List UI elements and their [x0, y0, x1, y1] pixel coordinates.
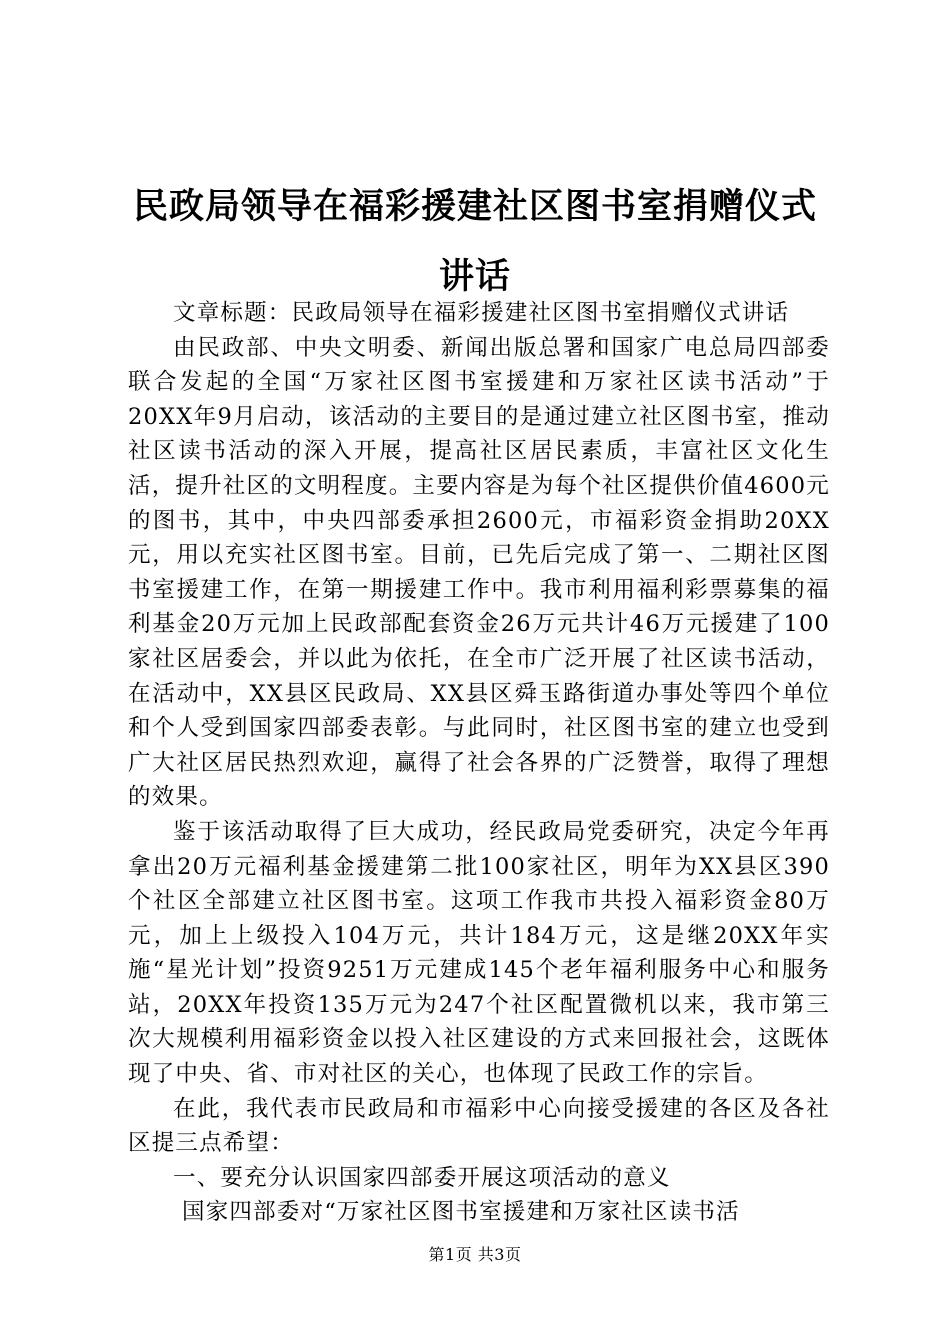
page-number-footer: 第1页 共3页	[428, 1245, 522, 1264]
paragraph-second-batch: 鉴于该活动取得了巨大成功，经民政局党委研究，决定今年再拿出20万元福利基金援建第二批100家社区，明年为XX县区390个社区全部建立社区图书室。这项工作我市共投入福彩资金80万元，加上上级投入104万元，共计184万元，这是继20XX年实施“星光计划”投资9251万元建成145个老年福利服务中心和服务站，20XX年投资135万元为247个社区配置微机以来，我市第三次大规模利用福彩资金以投入社区建设的方式来回报社会，这既体现了中央、省、市对社区的关心，也体现了民政工作的宗旨。	[128, 818, 830, 1088]
document-body	[128, 296, 830, 1230]
document-title: 民政局领导在福彩援建社区图书室捐赠仪式讲话	[132, 187, 817, 297]
section-heading-one: 一、要充分认识国家四部委开展这项活动的意义	[173, 1164, 671, 1191]
paragraph-hopes-intro: 在此，我代表市民政局和市福彩中心向接受援建的各区及各社区提三点希望：	[128, 1095, 830, 1157]
paragraph-section-one-start: 国家四部委对“万家社区图书室援建和万家社区读书活	[182, 1199, 740, 1226]
article-title-line: 文章标题：民政局领导在福彩援建社区图书室捐赠仪式讲话	[173, 300, 790, 326]
paragraph-background: 由民政部、中央文明委、新闻出版总署和国家广电总局四部委联合发起的全国“万家社区图书室援建和万家社区读书活动”于20XX年9月启动，该活动的主要目的是通过建立社区图书室，推动社区读书活动的深入开展，提高社区居民素质，丰富社区文化生活，提升社区的文明程度。主要内容是为每个社区提供价值4600元的图书，其中，中央四部委承担2600元，市福彩资金捐助20XX元，用以充实社区图书室。目前，已先后完成了第一、二期社区图书室援建工作，在第一期援建工作中。我市利用福利彩票募集的福利基金20万元加上民政部配套资金26万元共计46万元援建了100家社区居委会，并以此为依托，在全市广泛开展了社区读书活动，在活动中，XX县区民政局、XX县区舜玉路街道办事处等四个单位和个人受到国家四部委表彰。与此同时，社区图书室的建立也受到广大社区居民热烈欢迎，赢得了社会各界的广泛赞誉，取得了理想的效果。	[128, 334, 830, 811]
